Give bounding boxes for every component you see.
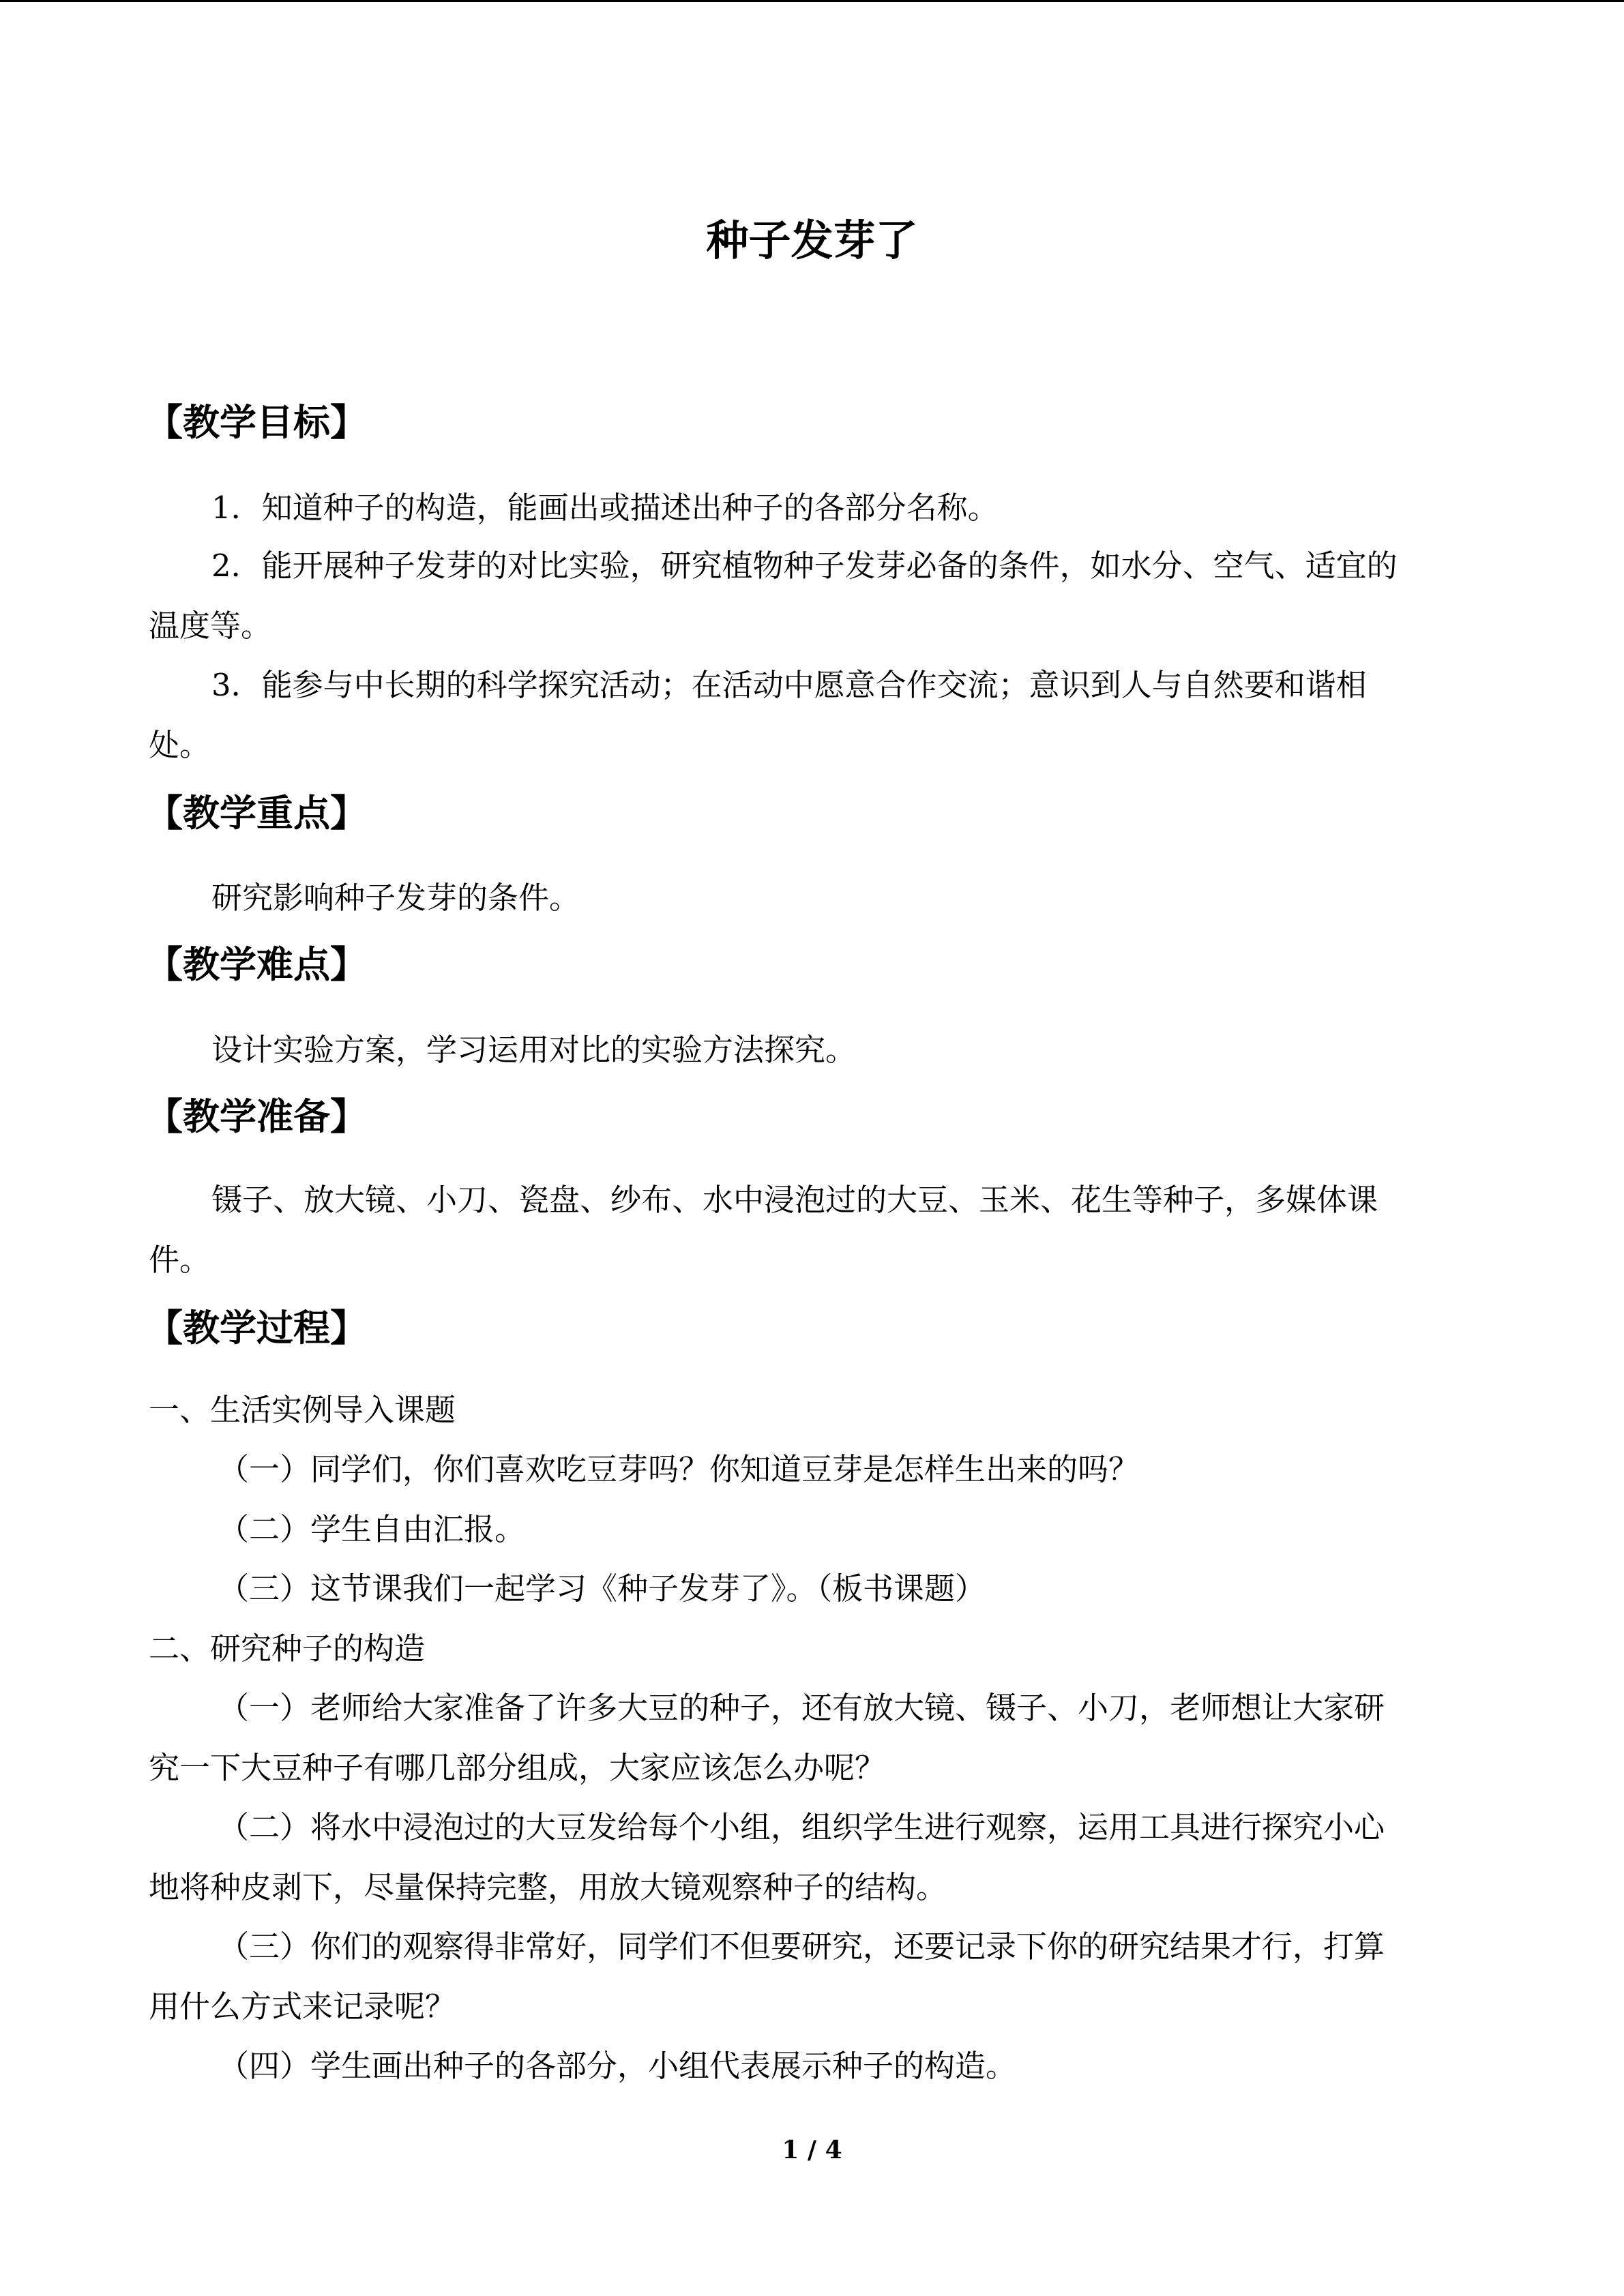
objective-line-3-cont: 处。: [149, 727, 211, 763]
process-step-2-item-3: （三）你们的观察得非常好，同学们不但要研究，还要记录下你的研究结果才行，打算: [218, 1928, 1385, 1965]
process-step-2-item-2-cont: 地将种皮剥下，尽量保持完整，用放大镜观察种子的结构。: [149, 1869, 947, 1905]
process-step-2-item-2: （二）将水中浸泡过的大豆发给每个小组，组织学生进行观察，运用工具进行探究小心: [218, 1809, 1385, 1845]
preparation-line-2: 件。: [149, 1242, 211, 1278]
process-step-2-item-4: （四）学生画出种子的各部分，小组代表展示种子的构造。: [218, 2048, 1017, 2084]
process-step-2-title: 二、研究种子的构造: [149, 1630, 426, 1667]
preparation-line-1: 镊子、放大镜、小刀、瓷盘、纱布、水中浸泡过的大豆、玉米、花生等种子，多媒体课: [211, 1182, 1378, 1218]
objective-line-3: 3．能参与中长期的科学探究活动；在活动中愿意合作交流；意识到人与自然要和谐相: [211, 667, 1367, 703]
process-step-1-item-3: （三）这节课我们一起学习《种子发芽了》。（板书课题）: [218, 1570, 986, 1607]
heading-preparation: 【教学准备】: [146, 1095, 367, 1138]
objective-line-1: 1．知道种子的构造，能画出或描述出种子的各部分名称。: [211, 490, 999, 526]
process-step-2-item-1: （一）老师给大家准备了许多大豆的种子，还有放大镜、镊子、小刀，老师想让大家研: [218, 1690, 1385, 1726]
process-step-1-title: 一、生活实例导入课题: [149, 1392, 456, 1428]
process-step-1-item-1: （一）同学们，你们喜欢吃豆芽吗？你知道豆芽是怎样生出来的吗？: [218, 1451, 1140, 1487]
process-step-2-item-1-cont: 究一下大豆种子有哪几部分组成，大家应该怎么办呢？: [149, 1750, 886, 1786]
top-border-line: [0, 0, 1624, 2]
process-step-1-item-2: （二）学生自由汇报。: [218, 1511, 526, 1547]
heading-key-points: 【教学重点】: [146, 792, 367, 835]
heading-difficulties: 【教学难点】: [146, 943, 367, 986]
heading-process: 【教学过程】: [146, 1307, 367, 1350]
process-step-2-item-3-cont: 用什么方式来记录呢？: [149, 1988, 456, 2025]
heading-objectives: 【教学目标】: [146, 401, 367, 444]
page-title: 种子发芽了: [706, 215, 918, 265]
objective-line-2: 2．能开展种子发芽的对比实验，研究植物种子发芽必备的条件，如水分、空气、适宜的: [211, 548, 1398, 584]
key-point-line: 研究影响种子发芽的条件。: [211, 880, 580, 916]
difficulty-line: 设计实验方案，学习运用对比的实验方法探究。: [211, 1032, 857, 1068]
page-number: 1 / 4: [782, 2136, 842, 2164]
objective-line-2-cont: 温度等。: [149, 608, 272, 644]
